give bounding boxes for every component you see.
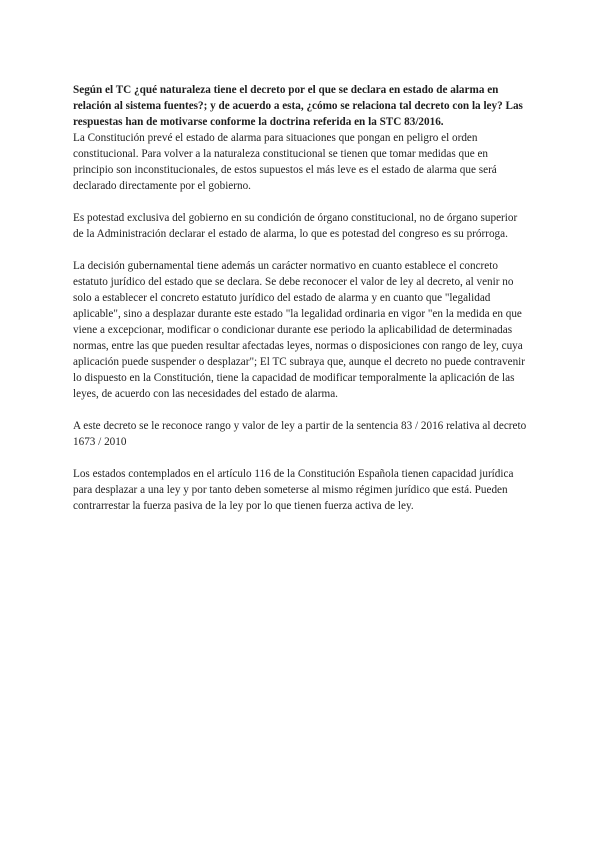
paragraph-2: Es potestad exclusiva del gobierno en su condición de órgano constitucional, no de órgano superior de la Administración declarar el estado de alarma, lo que es potestad del congreso es su prórroga. bbox=[73, 212, 518, 240]
question-heading: Según el TC ¿qué naturaleza tiene el decreto por el que se declara en estado de alarma en relación al sistema fuentes?; y de acuerdo a esta, ¿cómo se relaciona tal decreto con la ley? Las respuestas han de motivarse conforme la doctrina referida en la STC 83/2016. bbox=[73, 84, 523, 128]
paragraph-5: Los estados contemplados en el artículo 116 de la Constitución Española tienen capacidad jurídica para desplazar a una ley y por tanto deben someterse al mismo régimen jurídico que está. Pueden contrarrestar la fuerza pasiva de la ley por lo que tienen fuerza activa de ley. bbox=[73, 468, 514, 512]
paragraph-3: La decisión gubernamental tiene además un carácter normativo en cuanto establece el concreto estatuto jurídico del estado que se declara. Se debe reconocer el valor de ley al decreto, al venir no solo a establecer el concreto estatuto jurídico del estado de alarma y en cuanto que "legalidad aplicable", sino a desplazar durante este estado "la legalidad ordinaria en vigor "en la medida en que viene a excepcionar, modificar o condicionar durante ese periodo la aplicabilidad de determinadas normas, entre las que pueden resultar afectadas leyes, normas o disposiciones con rango de ley, cuya aplicación puede suspender o desplazar"; El TC subraya que, aunque el decreto no puede contravenir lo dispuesto en la Constitución, tiene la capacidad de modificar temporalmente la aplicación de las leyes, de acuerdo con las necesidades del estado de alarma. bbox=[73, 260, 525, 400]
document-body bbox=[73, 82, 528, 530]
paragraph-1: La Constitución prevé el estado de alarma para situaciones que pongan en peligro el orden constitucional. Para volver a la naturaleza constitucional se tienen que tomar medidas que en principio son inconstitucionales, de estos supuestos el más leve es el estado de alarma que será declarado directamente por el gobierno. bbox=[73, 132, 497, 192]
paragraph-4: A este decreto se le reconoce rango y valor de ley a partir de la sentencia 83 / 2016 relativa al decreto 1673 / 2010 bbox=[73, 420, 527, 448]
